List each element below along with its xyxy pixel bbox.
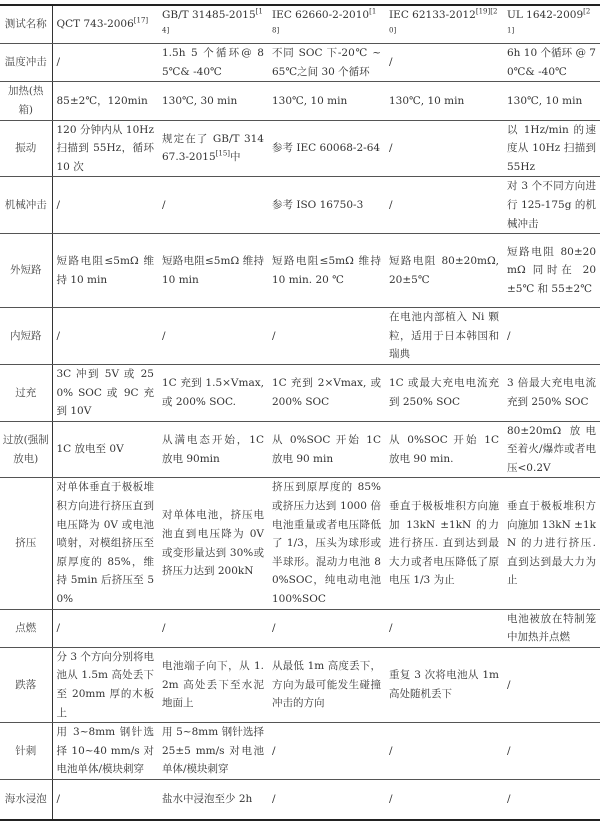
table-cell: 1C 放电至 0V xyxy=(52,421,158,478)
header-test-name: 测试名称 xyxy=(0,5,52,44)
table-cell: 电池端子向下，从 1.2m 高处丢下至水泥地面上 xyxy=(158,647,268,722)
table-cell: 80±20mΩ 放电至着火/爆炸或者电压<0.2V xyxy=(503,421,600,478)
row-test-name: 跌落 xyxy=(0,647,52,722)
table-cell: 电池被放在特制笼中加热并点燃 xyxy=(503,609,600,647)
standard-name: UL 1642-2009 xyxy=(507,9,584,21)
table-cell: / xyxy=(385,120,503,177)
table-row xyxy=(0,723,600,780)
table-cell: / xyxy=(158,609,268,647)
reference-sup: [18] xyxy=(272,7,377,35)
table-cell: / xyxy=(268,723,385,780)
row-test-name: 机械冲击 xyxy=(0,177,52,234)
row-test-name: 加热(热箱) xyxy=(0,82,52,120)
table-cell: 对单体电池，挤压电池直到电压降为 0V 或变形量达到 30%或挤压力达到 200kN xyxy=(158,478,268,609)
standard-name: GB/T 31485-2015 xyxy=(162,9,256,21)
table-cell: 从 0%SOC 开始 1C 放电 90 min xyxy=(268,421,385,478)
table-cell: 对单体垂直于极板堆积方向进行挤压直到电压降为 0V 或电池喷射，对模组挤压至原厚度的 85%，维持 5min 后挤压至 50% xyxy=(52,478,158,609)
table-cell xyxy=(158,120,268,177)
table-cell: 对 3 个不同方向进行 125-175g 的机械冲击 xyxy=(503,177,600,234)
table-cell: / xyxy=(503,308,600,365)
table-cell: 垂直于极板堆积方向施加 13kN ±1kN 的力进行挤压. 直到达到最大力或者电压降低了原电压 1/3 为止 xyxy=(385,478,503,609)
row-test-name: 振动 xyxy=(0,120,52,177)
table-cell: / xyxy=(503,779,600,820)
table-cell: / xyxy=(52,609,158,647)
table-cell: 盐水中浸泡至少 2h xyxy=(158,779,268,820)
battery-safety-test-standards-table xyxy=(0,4,600,821)
table-cell: / xyxy=(503,647,600,722)
table-cell: 130℃, 30 min xyxy=(158,82,268,120)
table-row xyxy=(0,478,600,609)
table-cell: / xyxy=(52,779,158,820)
row-test-name: 过充 xyxy=(0,364,52,421)
table-cell: 短路电阻≤5mΩ 维持 10 min xyxy=(158,234,268,308)
table-cell: / xyxy=(158,308,268,365)
table-cell: 从满电态开始，1C 放电 90min xyxy=(158,421,268,478)
table-cell: 1.5h 5 个循环@ 85℃& -40℃ xyxy=(158,44,268,82)
table-cell: / xyxy=(503,723,600,780)
reference-sup: [15] xyxy=(215,149,231,158)
table-header-row xyxy=(0,5,600,44)
cell-text-suffix: 中 xyxy=(230,151,241,164)
table-cell: / xyxy=(52,177,158,234)
table-cell: 在电池内部植入 Ni 颗粒，适用于日本韩国和瑞典 xyxy=(385,308,503,365)
table-row xyxy=(0,421,600,478)
table-cell: 130℃, 10 min xyxy=(268,82,385,120)
table-cell: / xyxy=(268,779,385,820)
header-standard xyxy=(268,5,385,44)
table-row xyxy=(0,647,600,722)
table-cell: 120 分钟内从 10Hz 扫描到 55Hz，循环 10 次 xyxy=(52,120,158,177)
header-standard xyxy=(52,5,158,44)
table-cell: / xyxy=(385,609,503,647)
table-cell: 1C 充到 1.5×Vmax, 或 200% SOC. xyxy=(158,364,268,421)
reference-sup: [17] xyxy=(133,16,149,25)
table-cell: 130℃, 10 min xyxy=(503,82,600,120)
table-cell: 6h 10 个循环 @ 70℃& -40℃ xyxy=(503,44,600,82)
row-test-name: 内短路 xyxy=(0,308,52,365)
table-row xyxy=(0,234,600,308)
table-cell: / xyxy=(52,44,158,82)
table-cell: 1C 充到 2×Vmax, 或 200% SOC xyxy=(268,364,385,421)
reference-sup: [19][20] xyxy=(389,7,498,35)
table-cell: 短路电阻≤5mΩ 维持 10 min xyxy=(52,234,158,308)
standard-name: IEC 62133-2012 xyxy=(389,9,476,21)
table-cell: 不同 SOC 下-20℃ ~65℃之间 30 个循环 xyxy=(268,44,385,82)
table-cell: 从最低 1m 高度丢下，方向为最可能发生碰撞冲击的方向 xyxy=(268,647,385,722)
row-test-name: 温度冲击 xyxy=(0,44,52,82)
table-cell: 3 倍最大充电电流充到 250% SOC xyxy=(503,364,600,421)
table-cell: 以 1Hz/min 的速度从 10Hz 扫描到 55Hz xyxy=(503,120,600,177)
header-standard xyxy=(385,5,503,44)
table-cell: / xyxy=(52,308,158,365)
reference-sup: [14] xyxy=(162,7,263,35)
row-test-name: 外短路 xyxy=(0,234,52,308)
table-cell: / xyxy=(385,177,503,234)
table-cell: / xyxy=(158,177,268,234)
row-test-name: 海水浸泡 xyxy=(0,779,52,820)
table-cell: 用 5~8mm 钢针选择 25±5 mm/s 对电池单体/模块刺穿 xyxy=(158,723,268,780)
table-cell: 85±2℃，120min xyxy=(52,82,158,120)
table-cell: / xyxy=(385,44,503,82)
table-cell: / xyxy=(385,779,503,820)
table-cell: 用 3~8mm 钢针选择 10~40 mm/s 对电池单体/模块刺穿 xyxy=(52,723,158,780)
row-test-name: 过放(强制放电) xyxy=(0,421,52,478)
table-cell: 参考 ISO 16750-3 xyxy=(268,177,385,234)
table-row xyxy=(0,364,600,421)
header-standard xyxy=(503,5,600,44)
table-cell: 垂直于极板堆积方向施加 13kN ±1kN 的力进行挤压. 直到达到最大力为止 xyxy=(503,478,600,609)
table-cell: 参考 IEC 60068-2-64 xyxy=(268,120,385,177)
table-cell: / xyxy=(385,723,503,780)
table-row xyxy=(0,120,600,177)
table-cell: / xyxy=(268,308,385,365)
table-cell: 短路电阻≤5mΩ 维持 10 min. 20 ℃ xyxy=(268,234,385,308)
reference-sup: [21] xyxy=(507,7,591,35)
table-row xyxy=(0,82,600,120)
table-cell: 分 3 个方向分别将电池从 1.5m 高处丢下至 20mm 厚的木板上 xyxy=(52,647,158,722)
row-test-name: 挤压 xyxy=(0,478,52,609)
table-cell: / xyxy=(268,609,385,647)
table-cell: 短路电阻 80±20mΩ, 20±5℃ xyxy=(385,234,503,308)
standard-name: QCT 743-2006 xyxy=(56,18,134,31)
table-cell: 3C 冲到 5V 或 250% SOC 或 9C 充到 10V xyxy=(52,364,158,421)
table-row xyxy=(0,609,600,647)
row-test-name: 针刺 xyxy=(0,723,52,780)
table-cell: 挤压到原厚度的 85% 或挤压力达到 1000 倍电池重量或者电压降低了 1/3，压头为球形或半球形。混动力电池 80%SOC，纯电动电池 100%SOC xyxy=(268,478,385,609)
header-standard xyxy=(158,5,268,44)
table-row xyxy=(0,308,600,365)
table-row xyxy=(0,44,600,82)
cell-text: 规定在了 GB/T 31467.3-2015 xyxy=(162,132,264,164)
table-cell: 短路电阻 80±20mΩ 同时在 20±5℃ 和 55±2℃ xyxy=(503,234,600,308)
table-row xyxy=(0,177,600,234)
table-cell: 从 0%SOC 开始 1C 放电 90 min. xyxy=(385,421,503,478)
table-row xyxy=(0,779,600,820)
table-cell: 重复 3 次将电池从 1m 高处随机丢下 xyxy=(385,647,503,722)
table-cell: 130℃, 10 min xyxy=(385,82,503,120)
table-cell: 1C 或最大充电电流充到 250% SOC xyxy=(385,364,503,421)
standard-name: IEC 62660-2-2010 xyxy=(272,9,370,21)
row-test-name: 点燃 xyxy=(0,609,52,647)
